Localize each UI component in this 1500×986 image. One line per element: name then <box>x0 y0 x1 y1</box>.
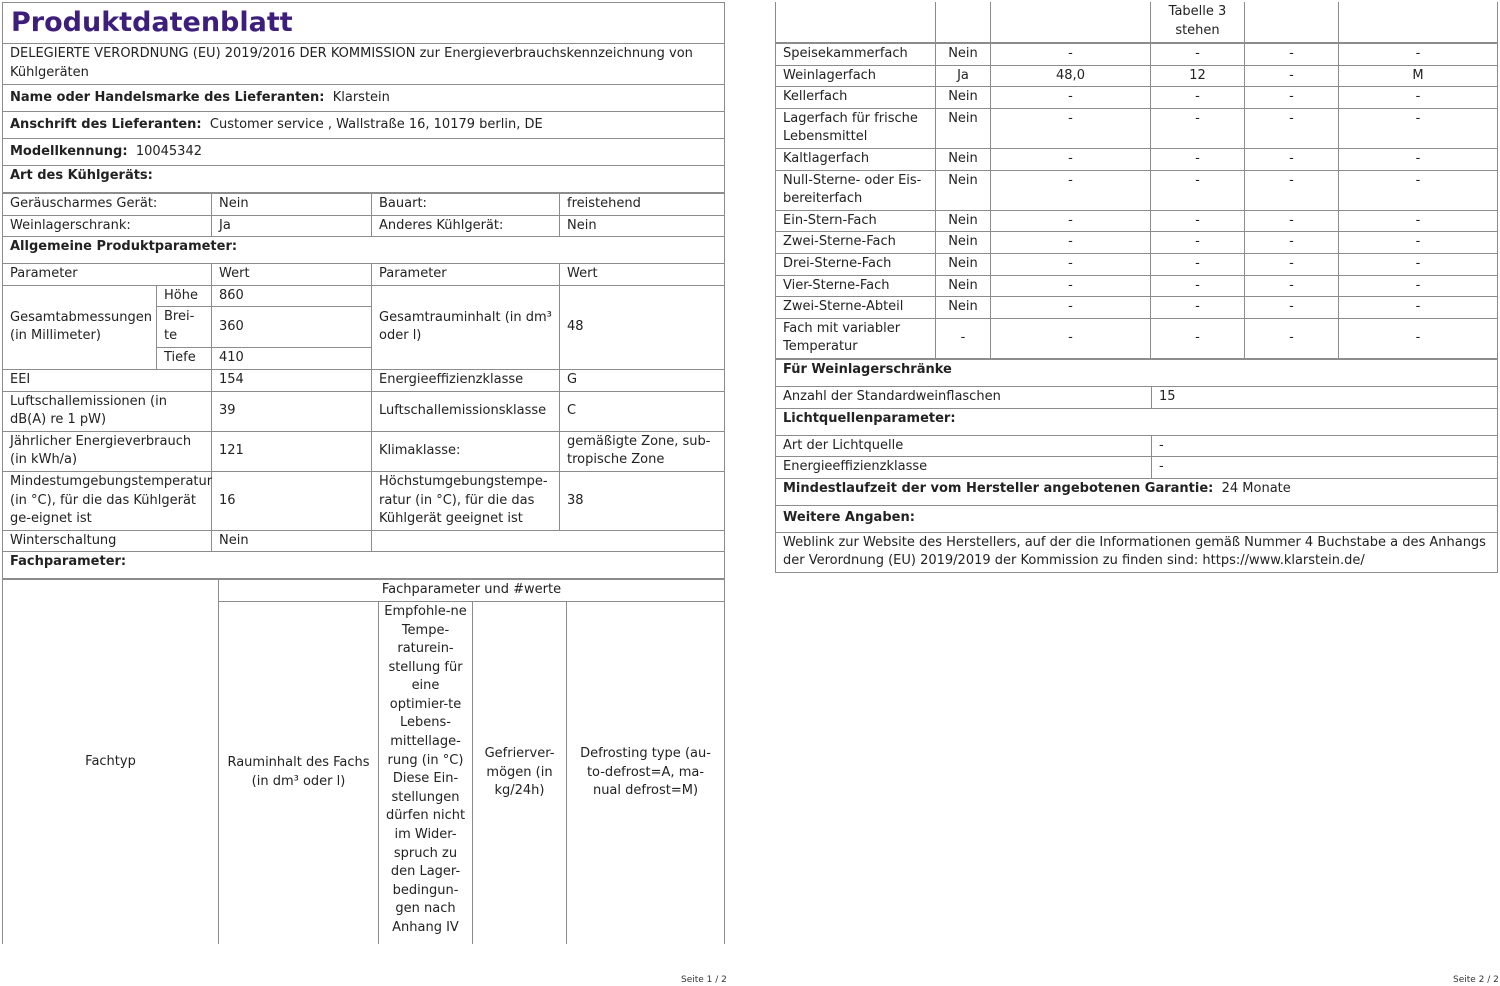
compartment-value: - <box>1245 170 1339 210</box>
empty-cell <box>1339 2 1498 43</box>
param-label: Mindestumgebungstemperatur (in °C), für die das Kühlgerät ge-eignet ist <box>3 471 212 530</box>
compartment-value: - <box>1245 44 1339 66</box>
compartment-row <box>776 275 1498 297</box>
compartment-value: - <box>1151 87 1245 109</box>
empty-cell <box>936 2 991 43</box>
page-number-2: Seite 2 / 2 <box>1453 975 1499 985</box>
param-label: Jährlicher Energieverbrauch (in kWh/a) <box>3 431 212 471</box>
compartment-value: - <box>991 170 1151 210</box>
compartment-value: - <box>1339 170 1498 210</box>
winter-label: Winterschaltung <box>3 530 212 552</box>
col-header: Parameter <box>3 264 212 286</box>
compartment-row <box>776 44 1498 66</box>
param-value: 39 <box>212 391 372 431</box>
compartment-value: - <box>1245 318 1339 358</box>
compartment-name: Speisekammerfach <box>776 44 936 66</box>
compartment-value: Nein <box>936 148 991 170</box>
supplier-label: Name oder Handelsmarke des Lieferanten: <box>10 89 325 105</box>
compartment-value: - <box>1339 148 1498 170</box>
document-title: Produktdatenblatt <box>3 3 725 44</box>
param-label: Energieeffizienzklasse <box>372 369 560 391</box>
compartment-name: Kellerfach <box>776 87 936 109</box>
compartment-row <box>776 210 1498 232</box>
light-type-value: - <box>1152 435 1498 457</box>
compartment-value: - <box>936 318 991 358</box>
type-cell: Nein <box>560 215 725 237</box>
compartment-value: - <box>991 232 1151 254</box>
fach-params-header: Fachparameter und #werte <box>219 580 725 602</box>
header-table <box>2 2 725 193</box>
param-label: Luftschallemissionsklasse <box>372 391 560 431</box>
compartment-value: - <box>1245 232 1339 254</box>
page-1 <box>2 2 725 944</box>
compartment-value: - <box>1245 297 1339 319</box>
compartment-value: - <box>991 87 1151 109</box>
compartment-value: - <box>991 44 1151 66</box>
compartment-value: Nein <box>936 170 991 210</box>
warranty-row <box>776 478 1498 505</box>
compartment-value: - <box>1245 253 1339 275</box>
param-label: Klimaklasse: <box>372 431 560 471</box>
compartment-value: Nein <box>936 210 991 232</box>
general-label: Allgemeine Produktparameter: <box>3 237 725 264</box>
param-value: G <box>560 369 725 391</box>
compartment-value: - <box>1151 232 1245 254</box>
empty-cell <box>1245 2 1339 43</box>
compartment-value: Nein <box>936 275 991 297</box>
compartment-value: - <box>1339 44 1498 66</box>
type-cell: Bauart: <box>372 194 560 216</box>
compartment-value: - <box>1151 297 1245 319</box>
compartment-value: - <box>1151 44 1245 66</box>
bottles-value: 15 <box>1152 386 1498 408</box>
compartment-name: Weinlagerfach <box>776 65 936 87</box>
empty-cell <box>776 2 936 43</box>
type-label: Art des Kühlgeräts: <box>3 166 725 193</box>
winter-value: Nein <box>212 530 372 552</box>
param-value: gemäßigte Zone, sub-tropische Zone <box>560 431 725 471</box>
compartment-row <box>776 232 1498 254</box>
compartment-value: - <box>1151 210 1245 232</box>
compartment-name: Fach mit variabler Temperatur <box>776 318 936 358</box>
empty-cell <box>991 2 1151 43</box>
page-2 <box>775 2 1498 573</box>
col-header: Wert <box>212 264 372 286</box>
param-value: 38 <box>560 471 725 530</box>
type-cell: Weinlagerschrank: <box>3 215 212 237</box>
light-class-value: - <box>1152 457 1498 479</box>
compartment-value: Ja <box>936 65 991 87</box>
type-cell: Anderes Kühlgerät: <box>372 215 560 237</box>
tabelle-header: Tabelle 3 stehen <box>1151 2 1245 43</box>
wine-table <box>775 359 1498 573</box>
col-temp-header: Empfohle-ne Tempe-raturein-stellung für eine optimier-te Lebens-mittellage-rung (in °C) Diese Ein-stellungen dürfen nicht im Wider-spruch zu den Lager-bedingun-gen nach Anhang IV <box>379 601 473 944</box>
compartment-rows <box>775 43 1498 359</box>
light-class-label: Energieeffizienzklasse <box>776 457 1152 479</box>
warranty-label: Mindestlaufzeit der vom Hersteller angebotenen Garantie: <box>783 480 1214 496</box>
compartment-name: Lagerfach für frische Lebensmittel <box>776 108 936 148</box>
compartment-value: - <box>1151 170 1245 210</box>
supplier-row <box>3 85 725 112</box>
compartment-row <box>776 297 1498 319</box>
address-value: Customer service , Wallstraße 16, 10179 berlin, DE <box>209 116 543 132</box>
dims-label: Gesamtabmessungen (in Millimeter) <box>3 285 157 369</box>
compartment-row <box>776 148 1498 170</box>
param-label: EEI <box>3 369 212 391</box>
compartment-value: - <box>1339 87 1498 109</box>
compartment-value: - <box>1245 210 1339 232</box>
param-value: 16 <box>212 471 372 530</box>
compartment-name: Zwei-Sterne-Abteil <box>776 297 936 319</box>
page-number-1: Seite 1 / 2 <box>681 975 727 985</box>
compartment-name: Kaltlagerfach <box>776 148 936 170</box>
param-label: Luftschallemissionen (in dB(A) re 1 pW) <box>3 391 212 431</box>
compartment-value: - <box>991 253 1151 275</box>
col-header: Wert <box>560 264 725 286</box>
dim-label: Tiefe <box>157 348 212 370</box>
compartment-value: - <box>1151 253 1245 275</box>
compartment-value: - <box>1339 275 1498 297</box>
compartment-value: Nein <box>936 44 991 66</box>
address-label: Anschrift des Lieferanten: <box>10 116 202 132</box>
volume-value: 48 <box>560 285 725 369</box>
compartment-value: - <box>1339 210 1498 232</box>
compartment-value: - <box>991 297 1151 319</box>
params-table <box>2 193 725 579</box>
compartment-value: Nein <box>936 87 991 109</box>
col-header: Parameter <box>372 264 560 286</box>
param-label: Höchstumgebungstempe-ratur (in °C), für die das Kühlgerät geeignet ist <box>372 471 560 530</box>
compartment-name: Drei-Sterne-Fach <box>776 253 936 275</box>
volume-label: Gesamtrauminhalt (in dm³ oder l) <box>372 285 560 369</box>
compartment-value: - <box>991 318 1151 358</box>
bottles-label: Anzahl der Standardweinflaschen <box>776 386 1152 408</box>
compartment-name: Null-Sterne- oder Eis-bereiterfach <box>776 170 936 210</box>
compartment-value: - <box>1245 275 1339 297</box>
compartment-value: - <box>991 108 1151 148</box>
compartment-value: - <box>991 210 1151 232</box>
type-cell: Geräuscharmes Gerät: <box>3 194 212 216</box>
address-row <box>3 112 725 139</box>
compartment-table <box>775 2 1498 43</box>
compartment-value: Nein <box>936 232 991 254</box>
compartment-value: - <box>1151 148 1245 170</box>
fach-label: Fachparameter: <box>3 552 725 579</box>
compartment-value: - <box>1339 318 1498 358</box>
light-type-label: Art der Lichtquelle <box>776 435 1152 457</box>
compartment-value: - <box>1245 65 1339 87</box>
dim-value: 410 <box>212 348 372 370</box>
dim-value: 360 <box>212 307 372 348</box>
dim-label: Brei-te <box>157 307 212 348</box>
compartment-value: - <box>1245 87 1339 109</box>
fach-table <box>2 579 725 944</box>
compartment-name: Ein-Stern-Fach <box>776 210 936 232</box>
wine-label: Für Weinlagerschränke <box>776 359 1498 386</box>
compartment-value: - <box>991 148 1151 170</box>
compartment-row <box>776 87 1498 109</box>
compartment-name: Vier-Sterne-Fach <box>776 275 936 297</box>
compartment-name: Zwei-Sterne-Fach <box>776 232 936 254</box>
empty-cell <box>372 530 725 552</box>
compartment-value: M <box>1339 65 1498 87</box>
compartment-value: 12 <box>1151 65 1245 87</box>
col-defrost-header: Defrosting type (au-to-defrost=A, ma-nual defrost=M) <box>567 601 725 944</box>
compartment-row <box>776 108 1498 148</box>
model-label: Modellkennung: <box>10 143 128 159</box>
param-value: 121 <box>212 431 372 471</box>
type-cell: Ja <box>212 215 372 237</box>
compartment-row <box>776 318 1498 358</box>
supplier-value: Klarstein <box>332 89 390 105</box>
compartment-value: - <box>1339 108 1498 148</box>
further-text: Weblink zur Website des Herstellers, auf der die Informationen gemäß Nummer 4 Buchstabe a des Anhangs der Verordnung (EU) 2019/2019 der Kommission zu finden sind: https://www.klarstein.de/ <box>776 532 1498 572</box>
compartment-row <box>776 253 1498 275</box>
col-raum-header: Rauminhalt des Fachs (in dm³ oder l) <box>219 601 379 944</box>
compartment-row <box>776 65 1498 87</box>
param-value: C <box>560 391 725 431</box>
model-row <box>3 139 725 166</box>
compartment-value: Nein <box>936 253 991 275</box>
compartment-row <box>776 170 1498 210</box>
compartment-value: - <box>1245 148 1339 170</box>
type-cell: Nein <box>212 194 372 216</box>
dim-label: Höhe <box>157 285 212 307</box>
compartment-value: Nein <box>936 108 991 148</box>
dim-value: 860 <box>212 285 372 307</box>
compartment-value: - <box>1339 297 1498 319</box>
compartment-value: - <box>1245 108 1339 148</box>
compartment-value: - <box>1151 318 1245 358</box>
compartment-value: Nein <box>936 297 991 319</box>
compartment-value: - <box>1339 253 1498 275</box>
further-label: Weitere Angaben: <box>776 505 1498 532</box>
compartment-value: 48,0 <box>991 65 1151 87</box>
compartment-value: - <box>991 275 1151 297</box>
compartment-value: - <box>1339 232 1498 254</box>
fachtyp-header: Fachtyp <box>3 580 219 944</box>
param-value: 154 <box>212 369 372 391</box>
regulation-text: DELEGIERTE VERORDNUNG (EU) 2019/2016 DER KOMMISSION zur Energieverbrauchskennzeichnung von Kühlgeräten <box>3 44 725 85</box>
light-label: Lichtquellenparameter: <box>776 408 1498 435</box>
col-gefrier-header: Gefrierver-mögen (in kg/24h) <box>473 601 567 944</box>
compartment-value: - <box>1151 275 1245 297</box>
warranty-value: 24 Monate <box>1221 480 1291 496</box>
compartment-value: - <box>1151 108 1245 148</box>
type-cell: freistehend <box>560 194 725 216</box>
model-value: 10045342 <box>135 143 202 159</box>
